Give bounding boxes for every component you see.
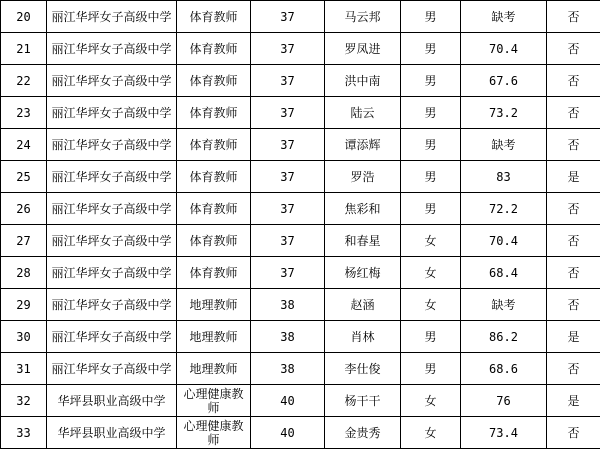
cell-score: 缺考 bbox=[461, 129, 547, 161]
cell-no: 23 bbox=[1, 97, 47, 129]
cell-pass: 否 bbox=[547, 193, 600, 225]
cell-gender: 男 bbox=[401, 353, 461, 385]
cell-position: 体育教师 bbox=[177, 97, 251, 129]
cell-code: 37 bbox=[251, 193, 325, 225]
cell-position: 地理教师 bbox=[177, 289, 251, 321]
cell-score: 68.4 bbox=[461, 257, 547, 289]
cell-code: 37 bbox=[251, 33, 325, 65]
cell-name: 肖林 bbox=[325, 321, 401, 353]
cell-no: 27 bbox=[1, 225, 47, 257]
cell-code: 37 bbox=[251, 1, 325, 33]
table-row bbox=[1, 417, 600, 449]
cell-gender: 男 bbox=[401, 193, 461, 225]
cell-code: 38 bbox=[251, 353, 325, 385]
table-row bbox=[1, 321, 600, 353]
cell-school: 丽江华坪女子高级中学 bbox=[47, 321, 177, 353]
cell-no: 29 bbox=[1, 289, 47, 321]
table-row bbox=[1, 289, 600, 321]
table-row bbox=[1, 225, 600, 257]
cell-pass: 否 bbox=[547, 289, 600, 321]
cell-gender: 男 bbox=[401, 129, 461, 161]
cell-name: 李仕俊 bbox=[325, 353, 401, 385]
cell-school: 丽江华坪女子高级中学 bbox=[47, 33, 177, 65]
cell-score: 缺考 bbox=[461, 1, 547, 33]
cell-name: 陆云 bbox=[325, 97, 401, 129]
cell-no: 25 bbox=[1, 161, 47, 193]
cell-code: 37 bbox=[251, 129, 325, 161]
cell-score: 70.4 bbox=[461, 33, 547, 65]
cell-code: 37 bbox=[251, 97, 325, 129]
cell-position: 体育教师 bbox=[177, 33, 251, 65]
cell-school: 丽江华坪女子高级中学 bbox=[47, 65, 177, 97]
cell-name: 洪中南 bbox=[325, 65, 401, 97]
cell-score: 83 bbox=[461, 161, 547, 193]
cell-code: 40 bbox=[251, 385, 325, 417]
table-row bbox=[1, 353, 600, 385]
cell-gender: 男 bbox=[401, 161, 461, 193]
cell-pass: 是 bbox=[547, 161, 600, 193]
cell-name: 金贵秀 bbox=[325, 417, 401, 449]
cell-score: 72.2 bbox=[461, 193, 547, 225]
cell-position: 体育教师 bbox=[177, 129, 251, 161]
cell-pass: 否 bbox=[547, 225, 600, 257]
cell-position: 地理教师 bbox=[177, 321, 251, 353]
cell-pass: 否 bbox=[547, 129, 600, 161]
cell-no: 24 bbox=[1, 129, 47, 161]
cell-school: 华坪县职业高级中学 bbox=[47, 385, 177, 417]
cell-no: 28 bbox=[1, 257, 47, 289]
cell-name: 谭添辉 bbox=[325, 129, 401, 161]
cell-code: 37 bbox=[251, 257, 325, 289]
cell-code: 37 bbox=[251, 65, 325, 97]
cell-no: 33 bbox=[1, 417, 47, 449]
cell-school: 丽江华坪女子高级中学 bbox=[47, 225, 177, 257]
cell-school: 丽江华坪女子高级中学 bbox=[47, 97, 177, 129]
cell-school: 丽江华坪女子高级中学 bbox=[47, 129, 177, 161]
cell-score: 67.6 bbox=[461, 65, 547, 97]
cell-position: 体育教师 bbox=[177, 193, 251, 225]
cell-pass: 否 bbox=[547, 97, 600, 129]
cell-code: 38 bbox=[251, 289, 325, 321]
cell-score: 68.6 bbox=[461, 353, 547, 385]
cell-pass: 否 bbox=[547, 65, 600, 97]
cell-gender: 男 bbox=[401, 1, 461, 33]
cell-school: 丽江华坪女子高级中学 bbox=[47, 161, 177, 193]
cell-position: 体育教师 bbox=[177, 65, 251, 97]
cell-school: 丽江华坪女子高级中学 bbox=[47, 353, 177, 385]
cell-no: 26 bbox=[1, 193, 47, 225]
table-row bbox=[1, 65, 600, 97]
cell-no: 32 bbox=[1, 385, 47, 417]
cell-code: 38 bbox=[251, 321, 325, 353]
table-row bbox=[1, 257, 600, 289]
cell-gender: 女 bbox=[401, 417, 461, 449]
cell-name: 杨干干 bbox=[325, 385, 401, 417]
table-row bbox=[1, 33, 600, 65]
cell-gender: 男 bbox=[401, 97, 461, 129]
cell-pass: 否 bbox=[547, 353, 600, 385]
table-row bbox=[1, 129, 600, 161]
cell-pass: 否 bbox=[547, 1, 600, 33]
cell-gender: 男 bbox=[401, 65, 461, 97]
cell-name: 和春星 bbox=[325, 225, 401, 257]
table-row bbox=[1, 161, 600, 193]
cell-pass: 否 bbox=[547, 257, 600, 289]
cell-school: 丽江华坪女子高级中学 bbox=[47, 193, 177, 225]
cell-no: 22 bbox=[1, 65, 47, 97]
cell-code: 40 bbox=[251, 417, 325, 449]
table-row bbox=[1, 1, 600, 33]
cell-pass: 是 bbox=[547, 321, 600, 353]
cell-gender: 女 bbox=[401, 225, 461, 257]
cell-no: 20 bbox=[1, 1, 47, 33]
cell-gender: 男 bbox=[401, 33, 461, 65]
cell-name: 赵涵 bbox=[325, 289, 401, 321]
table-body bbox=[1, 1, 600, 449]
cell-school: 丽江华坪女子高级中学 bbox=[47, 257, 177, 289]
cell-gender: 女 bbox=[401, 257, 461, 289]
cell-pass: 是 bbox=[547, 385, 600, 417]
cell-score: 73.2 bbox=[461, 97, 547, 129]
cell-school: 丽江华坪女子高级中学 bbox=[47, 1, 177, 33]
cell-no: 31 bbox=[1, 353, 47, 385]
cell-gender: 女 bbox=[401, 385, 461, 417]
table-row bbox=[1, 193, 600, 225]
cell-score: 73.4 bbox=[461, 417, 547, 449]
cell-score: 76 bbox=[461, 385, 547, 417]
cell-position: 体育教师 bbox=[177, 161, 251, 193]
cell-no: 30 bbox=[1, 321, 47, 353]
cell-school: 丽江华坪女子高级中学 bbox=[47, 289, 177, 321]
cell-position: 体育教师 bbox=[177, 225, 251, 257]
cell-position: 地理教师 bbox=[177, 353, 251, 385]
cell-name: 杨红梅 bbox=[325, 257, 401, 289]
cell-pass: 否 bbox=[547, 33, 600, 65]
cell-position: 心理健康教师 bbox=[177, 417, 251, 449]
cell-name: 罗浩 bbox=[325, 161, 401, 193]
cell-score: 70.4 bbox=[461, 225, 547, 257]
cell-name: 焦彩和 bbox=[325, 193, 401, 225]
cell-position: 体育教师 bbox=[177, 1, 251, 33]
cell-school: 华坪县职业高级中学 bbox=[47, 417, 177, 449]
cell-code: 37 bbox=[251, 225, 325, 257]
cell-pass: 否 bbox=[547, 417, 600, 449]
table-row bbox=[1, 97, 600, 129]
cell-gender: 女 bbox=[401, 289, 461, 321]
cell-code: 37 bbox=[251, 161, 325, 193]
cell-position: 心理健康教师 bbox=[177, 385, 251, 417]
cell-position: 体育教师 bbox=[177, 257, 251, 289]
cell-score: 86.2 bbox=[461, 321, 547, 353]
cell-gender: 男 bbox=[401, 321, 461, 353]
cell-name: 马云邦 bbox=[325, 1, 401, 33]
cell-no: 21 bbox=[1, 33, 47, 65]
cell-name: 罗凤进 bbox=[325, 33, 401, 65]
table-row bbox=[1, 385, 600, 417]
cell-score: 缺考 bbox=[461, 289, 547, 321]
